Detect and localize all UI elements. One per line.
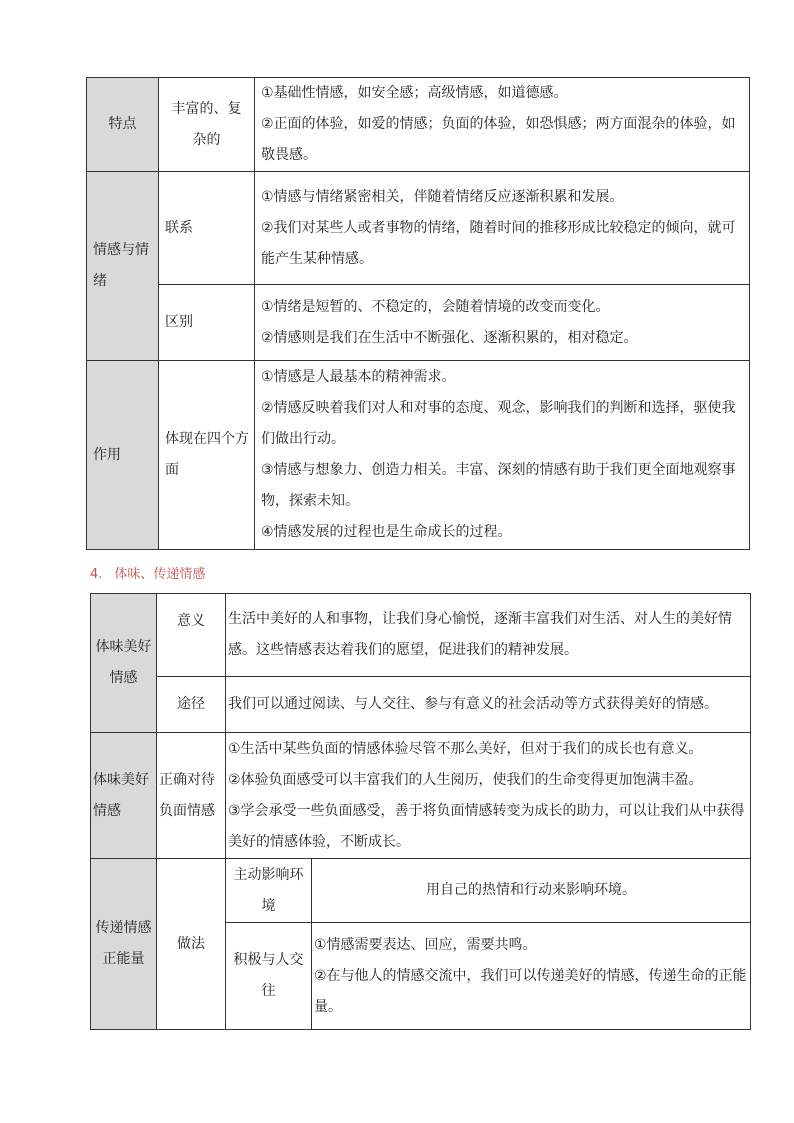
content-line: ④情感发展的过程也是生命成长的过程。 xyxy=(261,524,512,540)
section-number: 4. xyxy=(90,567,103,582)
table-row xyxy=(87,361,750,550)
category-cell: 传递情感正能量 xyxy=(91,859,157,1030)
category-cell: 情感与情绪 xyxy=(87,172,159,361)
category-cell: 特点 xyxy=(87,78,159,172)
content-line: ②体验负面感受可以丰富我们的人生阅历，使我们的生命变得更加饱满丰盈。 xyxy=(228,771,703,788)
content-line: ③情感与想象力、创造力相关。丰富、深刻的情感有助于我们更全面地观察事物，探索未知。 xyxy=(261,462,736,509)
subcategory-cell: 意义 xyxy=(157,594,226,677)
content-line: ①情感与情绪紧密相关，伴随着情绪反应逐渐积累和发展。 xyxy=(261,188,624,205)
section-title: 体味、传递情感 xyxy=(114,567,206,582)
table-row xyxy=(91,594,751,677)
subcategory-cell: 正确对待负面情感 xyxy=(157,733,226,859)
content-line: ①情感是人最基本的精神需求。 xyxy=(261,369,456,385)
content-line: ①情绪是短暂的、不稳定的，会随着情境的改变而变化。 xyxy=(261,298,610,315)
subcategory-cell: 体现在四个方面 xyxy=(159,361,255,550)
table-row xyxy=(91,859,751,923)
table-row xyxy=(87,285,750,361)
content-cell xyxy=(255,361,750,550)
content-cell xyxy=(226,733,751,859)
content-line: ③学会承受一些负面感受，善于将负面情感转变为成长的助力，可以让我们从中获得美好的情感体验，不断成长。 xyxy=(228,802,745,850)
section-heading xyxy=(90,563,205,582)
method-cell: 主动影响环境 xyxy=(226,859,312,923)
subcategory-cell: 联系 xyxy=(159,172,255,285)
table-row xyxy=(91,677,751,733)
content-cell xyxy=(312,923,751,1030)
table-row xyxy=(87,78,750,172)
table-row xyxy=(87,172,750,285)
content-line: ①基础性情感，如安全感；高级情感，如道德感。 xyxy=(261,85,568,101)
content-cell: 生活中美好的人和事物，让我们身心愉悦，逐渐丰富我们对生活、对人生的美好情感。这些情感表达着我们的愿望，促进我们的精神发展。 xyxy=(226,594,751,677)
table-experience-emotions xyxy=(90,593,751,1030)
content-line: ②在与他人的情感交流中，我们可以传递美好的情感，传递生命的正能量。 xyxy=(314,967,747,1015)
content-line: ①情感需要表达、回应，需要共鸣。 xyxy=(314,936,537,953)
subcategory-cell: 途径 xyxy=(157,677,226,733)
content-line: ②正面的体验，如爱的情感；负面的体验，如恐惧感；两方面混杂的体验，如敬畏感。 xyxy=(261,116,736,163)
content-cell: 我们可以通过阅读、与人交往、参与有意义的社会活动等方式获得美好的情感。 xyxy=(226,677,751,733)
content-line: ①生活中某些负面的情感体验尽管不那么美好，但对于我们的成长也有意义。 xyxy=(228,740,703,757)
content-cell xyxy=(255,78,750,172)
content-line: ②我们对某些人或者事物的情绪，随着时间的推移形成比较稳定的倾向，就可能产生某种情感。 xyxy=(261,219,736,267)
content-cell xyxy=(255,172,750,285)
category-cell: 体味美好情感 xyxy=(91,594,157,733)
category-cell: 作用 xyxy=(87,361,159,550)
table-row xyxy=(91,733,751,859)
content-cell: 用自己的热情和行动来影响环境。 xyxy=(312,859,751,923)
content-line: ②情感则是我们在生活中不断强化、逐渐积累的，相对稳定。 xyxy=(261,329,638,346)
content-line: ②情感反映着我们对人和对事的态度、观念，影响我们的判断和选择，驱使我们做出行动。 xyxy=(261,400,736,447)
subcategory-cell: 做法 xyxy=(157,859,226,1030)
table-emotion-features xyxy=(86,77,750,550)
subcategory-cell: 丰富的、复杂的 xyxy=(159,78,255,172)
subcategory-cell: 区别 xyxy=(159,285,255,361)
method-cell: 积极与人交往 xyxy=(226,923,312,1030)
category-cell: 体味美好情感 xyxy=(91,733,157,859)
content-cell xyxy=(255,285,750,361)
